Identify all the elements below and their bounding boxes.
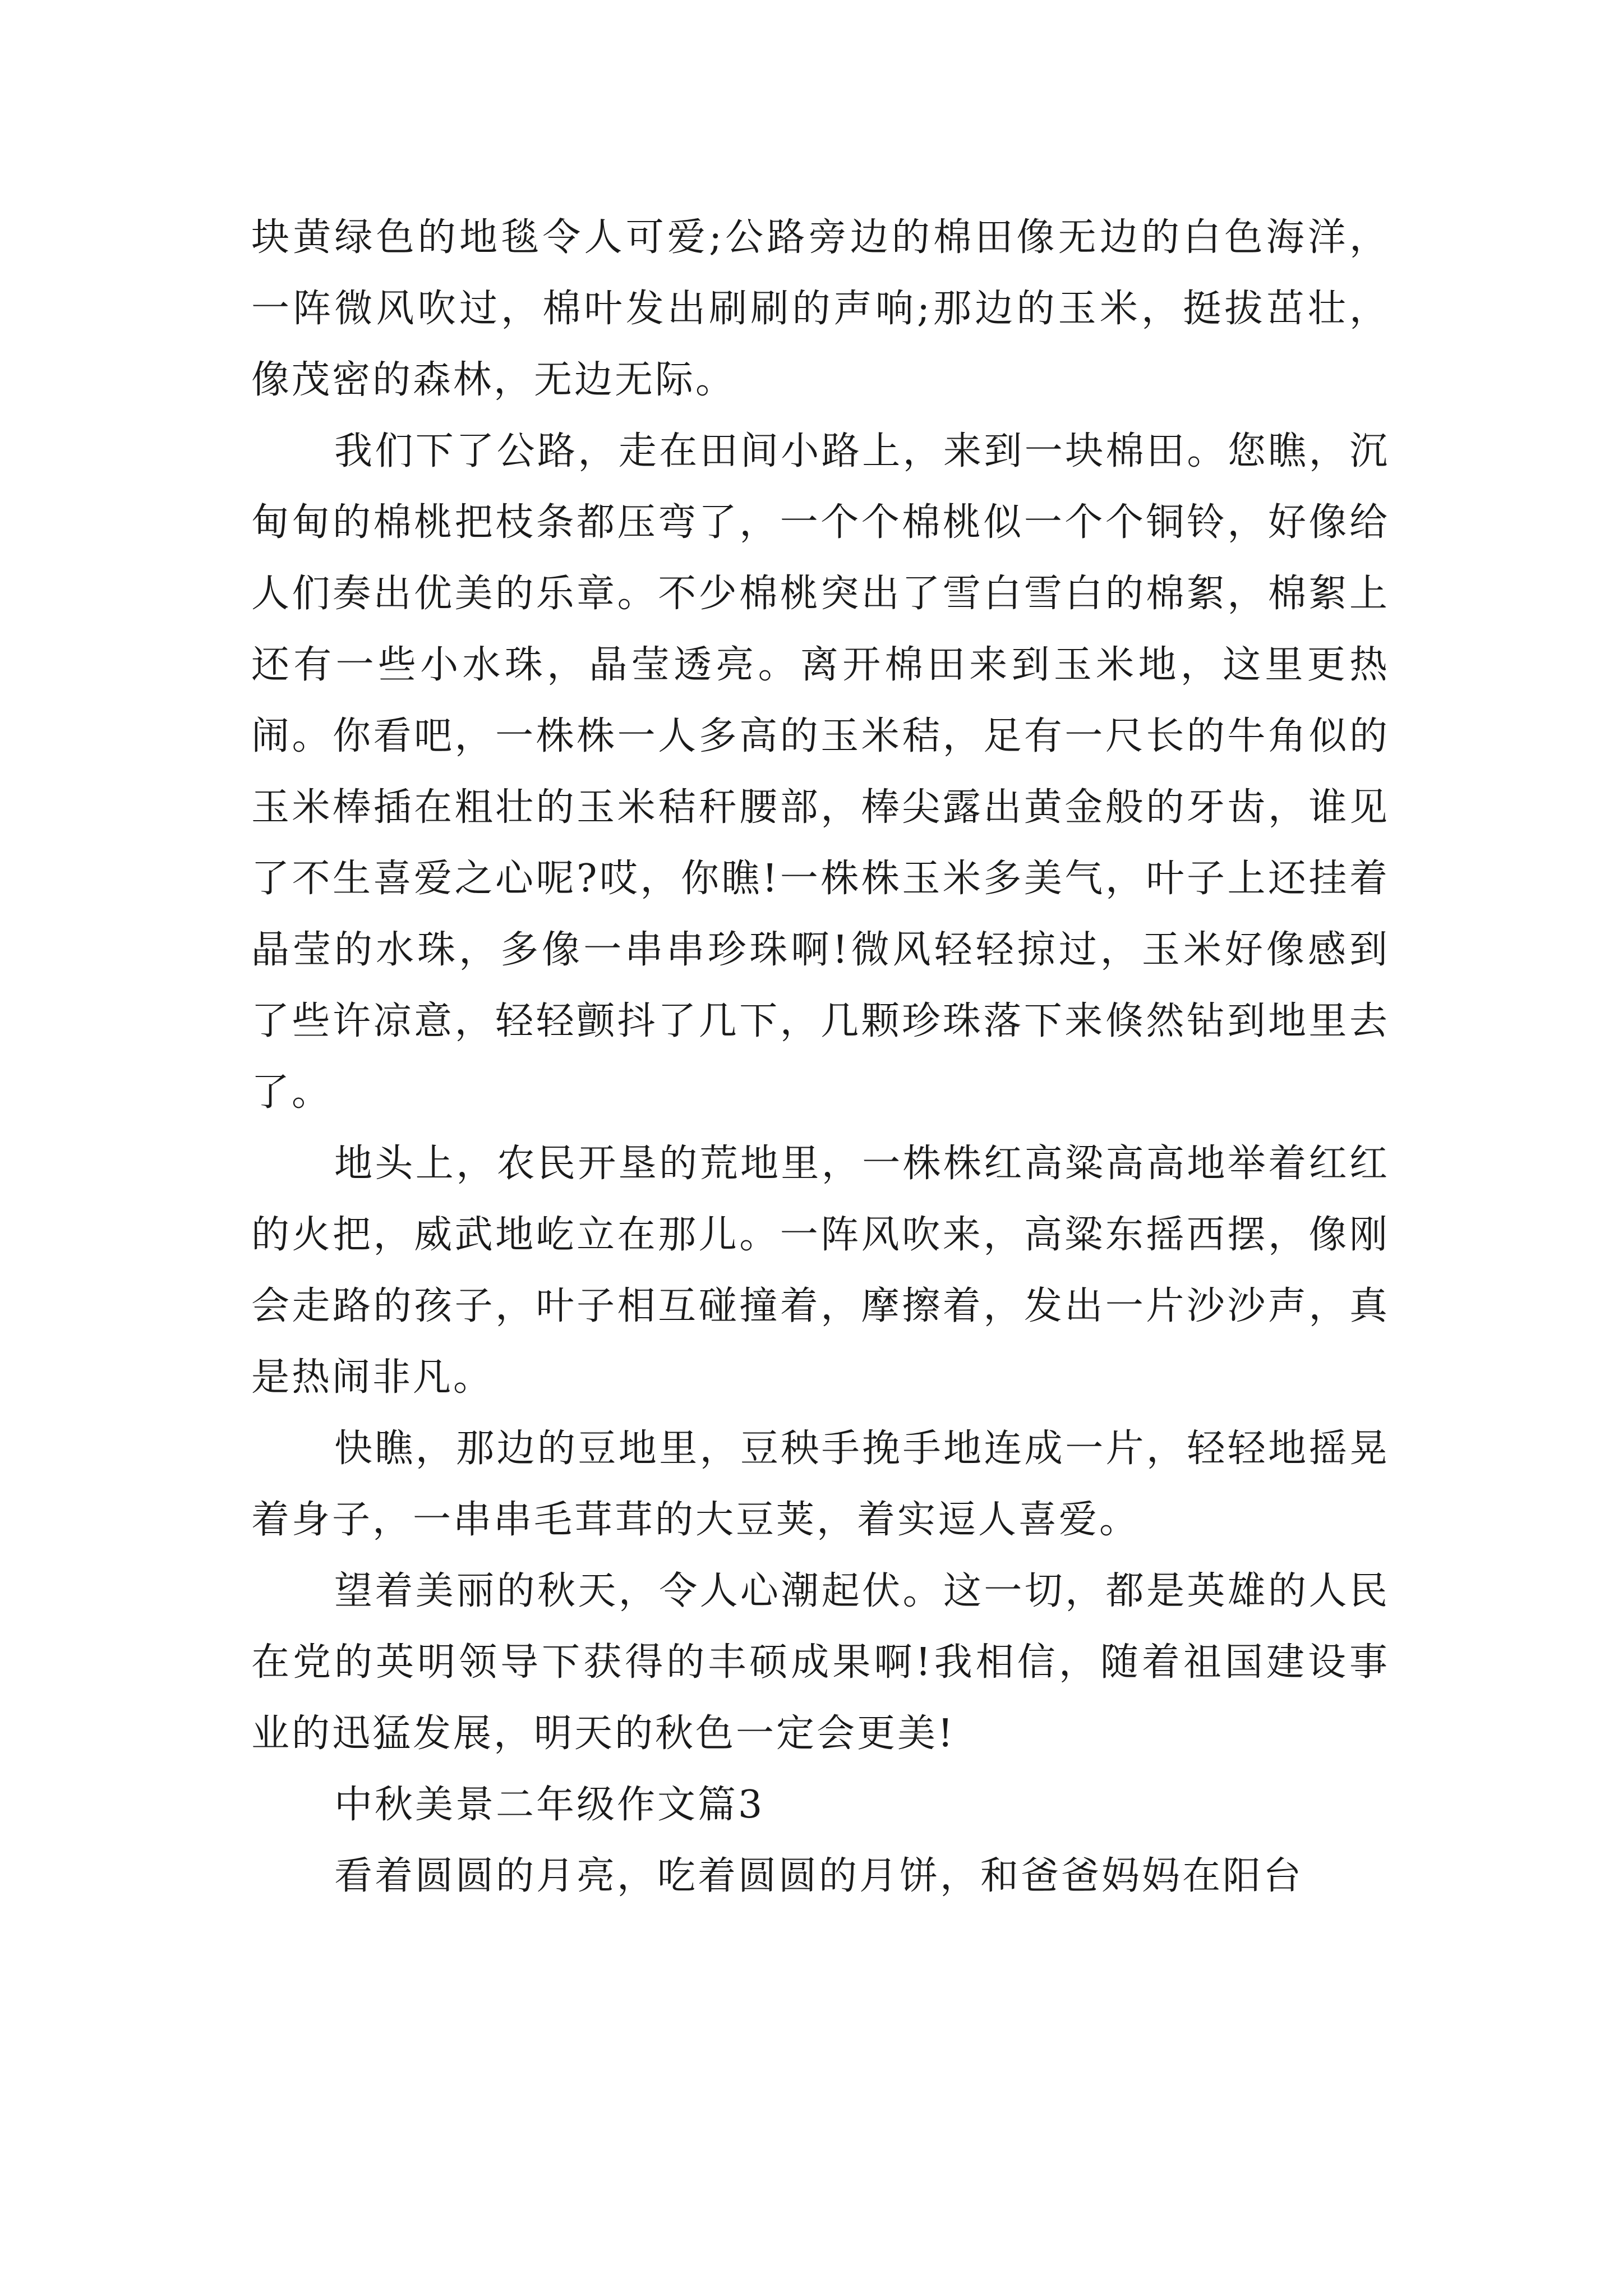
paragraph-2: 我们下了公路，走在田间小路上，来到一块棉田。您瞧，沉甸甸的棉桃把枝条都压弯了，一个个棉桃似一个个铜铃，好像给人们奏出优美的乐章。不少棉桃突出了雪白雪白的棉絮，棉絮上还有一些小水珠，晶莹透亮。离开棉田来到玉米地，这里更热闹。你看吧，一株株一人多高的玉米秸，足有一尺长的牛角似的玉米棒插在粗壮的玉米秸秆腰部，棒尖露出黄金般的牙齿，谁见了不生喜爱之心呢?哎，你瞧!一株株玉米多美气，叶子上还挂着晶莹的水珠，多像一串串珍珠啊!微风轻轻掠过，玉米好像感到了些许凉意，轻轻颤抖了几下，几颗珍珠落下来倏然钻到地里去了。 bbox=[251, 429, 1390, 1115]
paragraph-1: 块黄绿色的地毯令人可爱;公路旁边的棉田像无边的白色海洋，一阵微风吹过，棉叶发出刷刷的声响;那边的玉米，挺拔茁壮，像茂密的森林，无边无际。 bbox=[251, 215, 1390, 402]
paragraph-4: 快瞧，那边的豆地里，豆秧手挽手地连成一片，轻轻地摇晃着身子，一串串毛茸茸的大豆荚，着实逗人喜爱。 bbox=[251, 1427, 1390, 1542]
document-body bbox=[251, 202, 1390, 1912]
section-heading: 中秋美景二年级作文篇3 bbox=[334, 1783, 765, 1827]
paragraph-5: 望着美丽的秋天，令人心潮起伏。这一切，都是英雄的人民在党的英明领导下获得的丰硕成果啊!我相信，随着祖国建设事业的迅猛发展，明天的秋色一定会更美! bbox=[251, 1569, 1390, 1756]
paragraph-3: 地头上，农民开垦的荒地里，一株株红高粱高高地举着红红的火把，威武地屹立在那儿。一阵风吹来，高粱东摇西摆，像刚会走路的孩子，叶子相互碰撞着，摩擦着，发出一片沙沙声，真是热闹非凡。 bbox=[251, 1142, 1390, 1400]
paragraph-6: 看着圆圆的月亮，吃着圆圆的月饼，和爸爸妈妈在阳台 bbox=[334, 1854, 1304, 1898]
